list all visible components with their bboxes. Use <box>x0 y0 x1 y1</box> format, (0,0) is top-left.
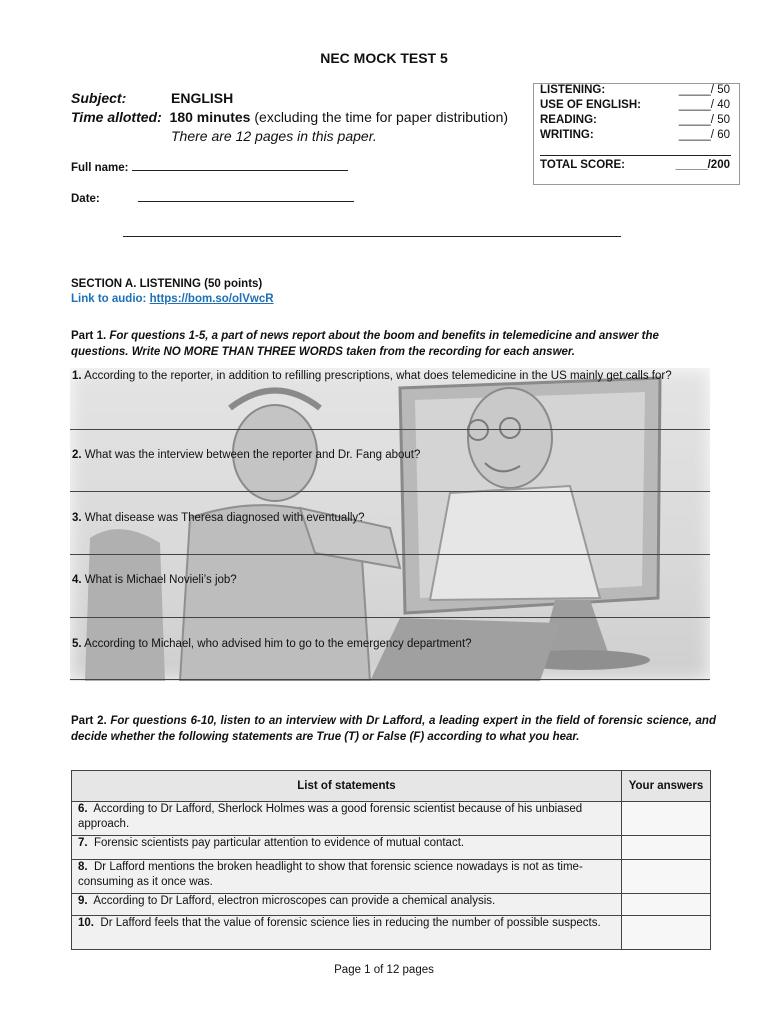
answer-cell-6[interactable] <box>622 802 711 836</box>
page-footer: Page 1 of 12 pages <box>334 964 434 976</box>
pages-note: There are 12 pages in this paper. <box>171 128 377 144</box>
statement-number: 7. <box>78 836 88 849</box>
question-5 <box>72 636 710 652</box>
date-field[interactable] <box>71 191 354 205</box>
statement-number: 10. <box>78 917 94 930</box>
question-number: 2. <box>72 449 82 461</box>
question-text: What is Michael Novieli’s job? <box>84 574 237 586</box>
table-row <box>72 835 711 859</box>
score-label: LISTENING: <box>540 84 606 96</box>
date-line[interactable] <box>138 191 354 202</box>
answer-cell-8[interactable] <box>622 860 711 894</box>
question-1 <box>72 368 710 384</box>
answer-cell-10[interactable] <box>622 916 711 950</box>
question-2 <box>72 447 710 463</box>
statement-cell <box>72 802 622 836</box>
score-value: _____/ 50 <box>678 114 730 126</box>
part1-question-panel <box>70 368 710 681</box>
part1-instruction-text: For questions 1-5, a part of news report about the boom and benefits in telemedicine and answer the questions. Write NO MORE THAN THREE WORDS taken from the recording for each answer. <box>71 330 659 358</box>
statement-text: Dr Lafford feels that the value of forensic science lies in reducing the number of possible suspects. <box>100 917 601 930</box>
audio-link-label: Link to audio: <box>71 293 147 305</box>
full-name-field[interactable] <box>71 160 348 174</box>
score-value: _____/ 60 <box>678 129 730 141</box>
answer-cell-7[interactable] <box>622 835 711 859</box>
total-score-label: TOTAL SCORE: <box>540 159 625 171</box>
col-answers-header: Your answers <box>622 771 711 802</box>
time-note: (excluding the time for paper distribution) <box>254 109 509 125</box>
table-row <box>72 893 711 915</box>
col-statements-header: List of statements <box>72 771 622 802</box>
statement-cell <box>72 860 622 894</box>
score-row-reading <box>540 114 730 129</box>
answer-line-4[interactable] <box>70 617 710 618</box>
question-number: 4. <box>72 574 82 586</box>
statement-cell <box>72 835 622 859</box>
score-row-use-of-english <box>540 99 730 114</box>
answer-line-5[interactable] <box>70 679 710 680</box>
question-text: According to the reporter, in addition to refilling prescriptions, what does telemedicine in the US mainly get calls for? <box>84 370 672 382</box>
full-name-label: Full name: <box>71 162 129 174</box>
statement-cell <box>72 893 622 915</box>
table-row <box>72 860 711 894</box>
part1-instructions <box>71 328 716 360</box>
statement-text: Forensic scientists pay particular attention to evidence of mutual contact. <box>93 836 465 849</box>
score-divider <box>540 155 731 156</box>
statement-text: According to Dr Lafford, Sherlock Holmes was a good forensic scientist because of his unbiased approach. <box>78 803 583 830</box>
question-text: What was the interview between the reporter and Dr. Fang about? <box>84 449 421 461</box>
audio-link[interactable]: https://bom.so/olVwcR <box>149 293 274 305</box>
date-label: Date: <box>71 193 100 205</box>
page-title: NEC MOCK TEST 5 <box>320 50 448 66</box>
part2-instructions <box>71 713 716 745</box>
part2-instruction-text: For questions 6-10, listen to an interview with Dr Lafford, a leading expert in the field of forensic science, and decide whether the following statements are True (T) or False (F) according to what you hear. <box>71 715 716 743</box>
score-row-listening <box>540 84 730 99</box>
score-label: READING: <box>540 114 597 126</box>
score-label: WRITING: <box>540 129 594 141</box>
answer-cell-9[interactable] <box>622 893 711 915</box>
question-text: According to Michael, who advised him to go to the emergency department? <box>84 638 472 650</box>
table-header-row <box>72 771 711 802</box>
time-label: Time allotted: <box>71 109 162 125</box>
statement-number: 9. <box>78 894 88 907</box>
section-a-title: SECTION A. LISTENING (50 points) <box>71 278 263 290</box>
header-divider <box>123 236 621 237</box>
table-row <box>72 802 711 836</box>
score-label: USE OF ENGLISH: <box>540 99 641 111</box>
question-number: 1. <box>72 370 82 382</box>
score-value: _____/ 50 <box>678 84 730 96</box>
answer-line-2[interactable] <box>70 491 710 492</box>
statement-cell <box>72 916 622 950</box>
score-value: _____/ 40 <box>678 99 730 111</box>
question-text: What disease was Theresa diagnosed with eventually? <box>84 512 365 524</box>
exam-info <box>71 89 508 146</box>
statement-number: 6. <box>78 803 88 815</box>
statements-table <box>71 770 711 950</box>
subject-label: Subject: <box>71 90 127 106</box>
part1-label: Part 1. <box>71 330 107 342</box>
question-number: 5. <box>72 638 82 650</box>
question-3 <box>72 510 710 526</box>
statement-text: According to Dr Lafford, electron microscopes can provide a chemical analysis. <box>93 894 496 907</box>
answer-line-1[interactable] <box>70 429 710 430</box>
total-score-value: _____/200 <box>675 159 730 171</box>
answer-line-3[interactable] <box>70 554 710 555</box>
question-number: 3. <box>72 512 82 524</box>
score-row-total <box>540 159 730 174</box>
statement-text: Dr Lafford mentions the broken headlight to show that forensic science nowadays is not as time-consuming as it once was. <box>78 861 583 889</box>
time-value: 180 minutes <box>169 109 251 125</box>
full-name-line[interactable] <box>132 160 348 171</box>
part2-label: Part 2. <box>71 715 107 727</box>
score-box <box>533 83 740 185</box>
table-row <box>72 916 711 950</box>
subject-value: ENGLISH <box>171 90 234 106</box>
score-row-writing <box>540 129 730 144</box>
question-4 <box>72 572 710 588</box>
statement-number: 8. <box>78 861 88 874</box>
audio-link-line <box>71 293 274 305</box>
